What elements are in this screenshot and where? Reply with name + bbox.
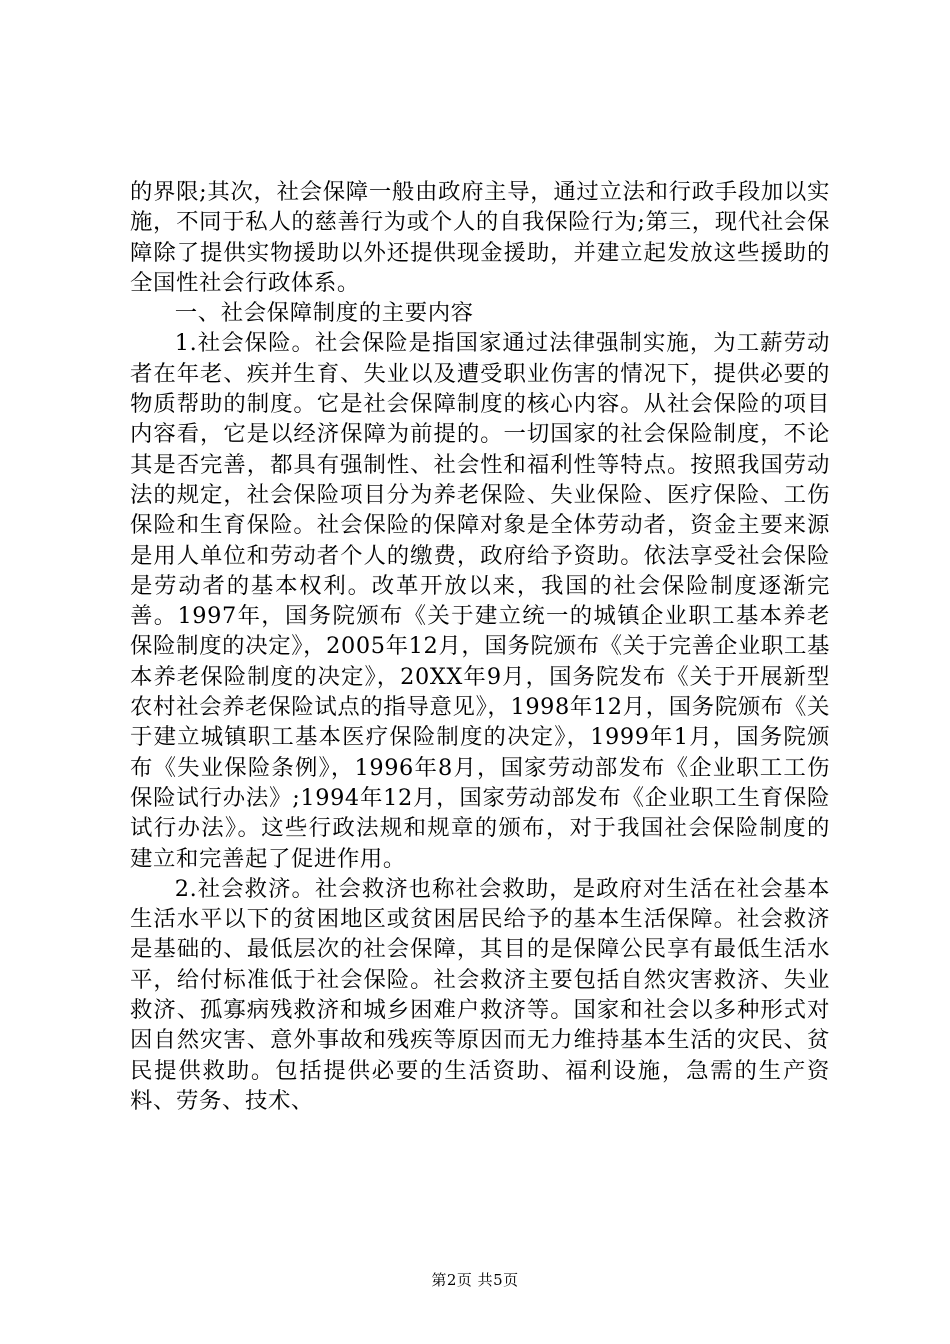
paragraph-continued: 的界限;其次，社会保障一般由政府主导，通过立法和行政手段加以实施，不同于私人的慈善行为或个人的自我保险行为;第三，现代社会保障除了提供实物援助以外还提供现金援助，并建立起发放这些援助的全国性社会行政体系。 bbox=[130, 179, 830, 296]
document-body bbox=[130, 177, 830, 1116]
page-number: 第2页 共5页 bbox=[431, 1271, 519, 1289]
section-heading: 一、社会保障制度的主要内容 bbox=[174, 300, 474, 327]
paragraph-social-insurance: 1.社会保险。社会保险是指国家通过法律强制实施，为工薪劳动者在年老、疾并生育、失业以及遭受职业伤害的情况下，提供必要的物质帮助的制度。它是社会保障制度的核心内容。从社会保险的项目内容看，它是以经济保障为前提的。一切国家的社会保险制度，不论其是否完善，都具有强制性、社会性和福利性等特点。按照我国劳动法的规定，社会保险项目分为养老保险、失业保险、医疗保险、工伤保险和生育保险。社会保险的保障对象是全体劳动者，资金主要来源是用人单位和劳动者个人的缴费，政府给予资助。依法享受社会保险是劳动者的基本权利。改革开放以来，我国的社会保险制度逐渐完善。1997年，国务院颁布《关于建立统一的城镇企业职工基本养老保险制度的决定》，2005年12月，国务院颁布《关于完善企业职工基本养老保险制度的决定》，20XX年9月，国务院发布《关于开展新型农村社会养老保险试点的指导意见》，1998年12月，国务院颁布《关于建立城镇职工基本医疗保险制度的决定》，1999年1月，国务院颁布《失业保险条例》，1996年8月，国家劳动部发布《企业职工工伤保险试行办法》;1994年12月，国家劳动部发布《企业职工生育保险试行办法》。这些行政法规和规章的颁布，对于我国社会保险制度的建立和完善起了促进作用。 bbox=[130, 330, 830, 872]
paragraph-social-relief: 2.社会救济。社会救济也称社会救助，是政府对生活在社会基本生活水平以下的贫困地区或贫困居民给予的基本生活保障。社会救济是基础的、最低层次的社会保障，其目的是保障公民享有最低生活水平，给付标准低于社会保险。社会救济主要包括自然灾害救济、失业救济、孤寡病残救济和城乡困难户救济等。国家和社会以多种形式对因自然灾害、意外事故和残疾等原因而无力维持基本生活的灾民、贫民提供救助。包括提供必要的生活资助、福利设施，急需的生产资料、劳务、技术、 bbox=[130, 875, 830, 1114]
